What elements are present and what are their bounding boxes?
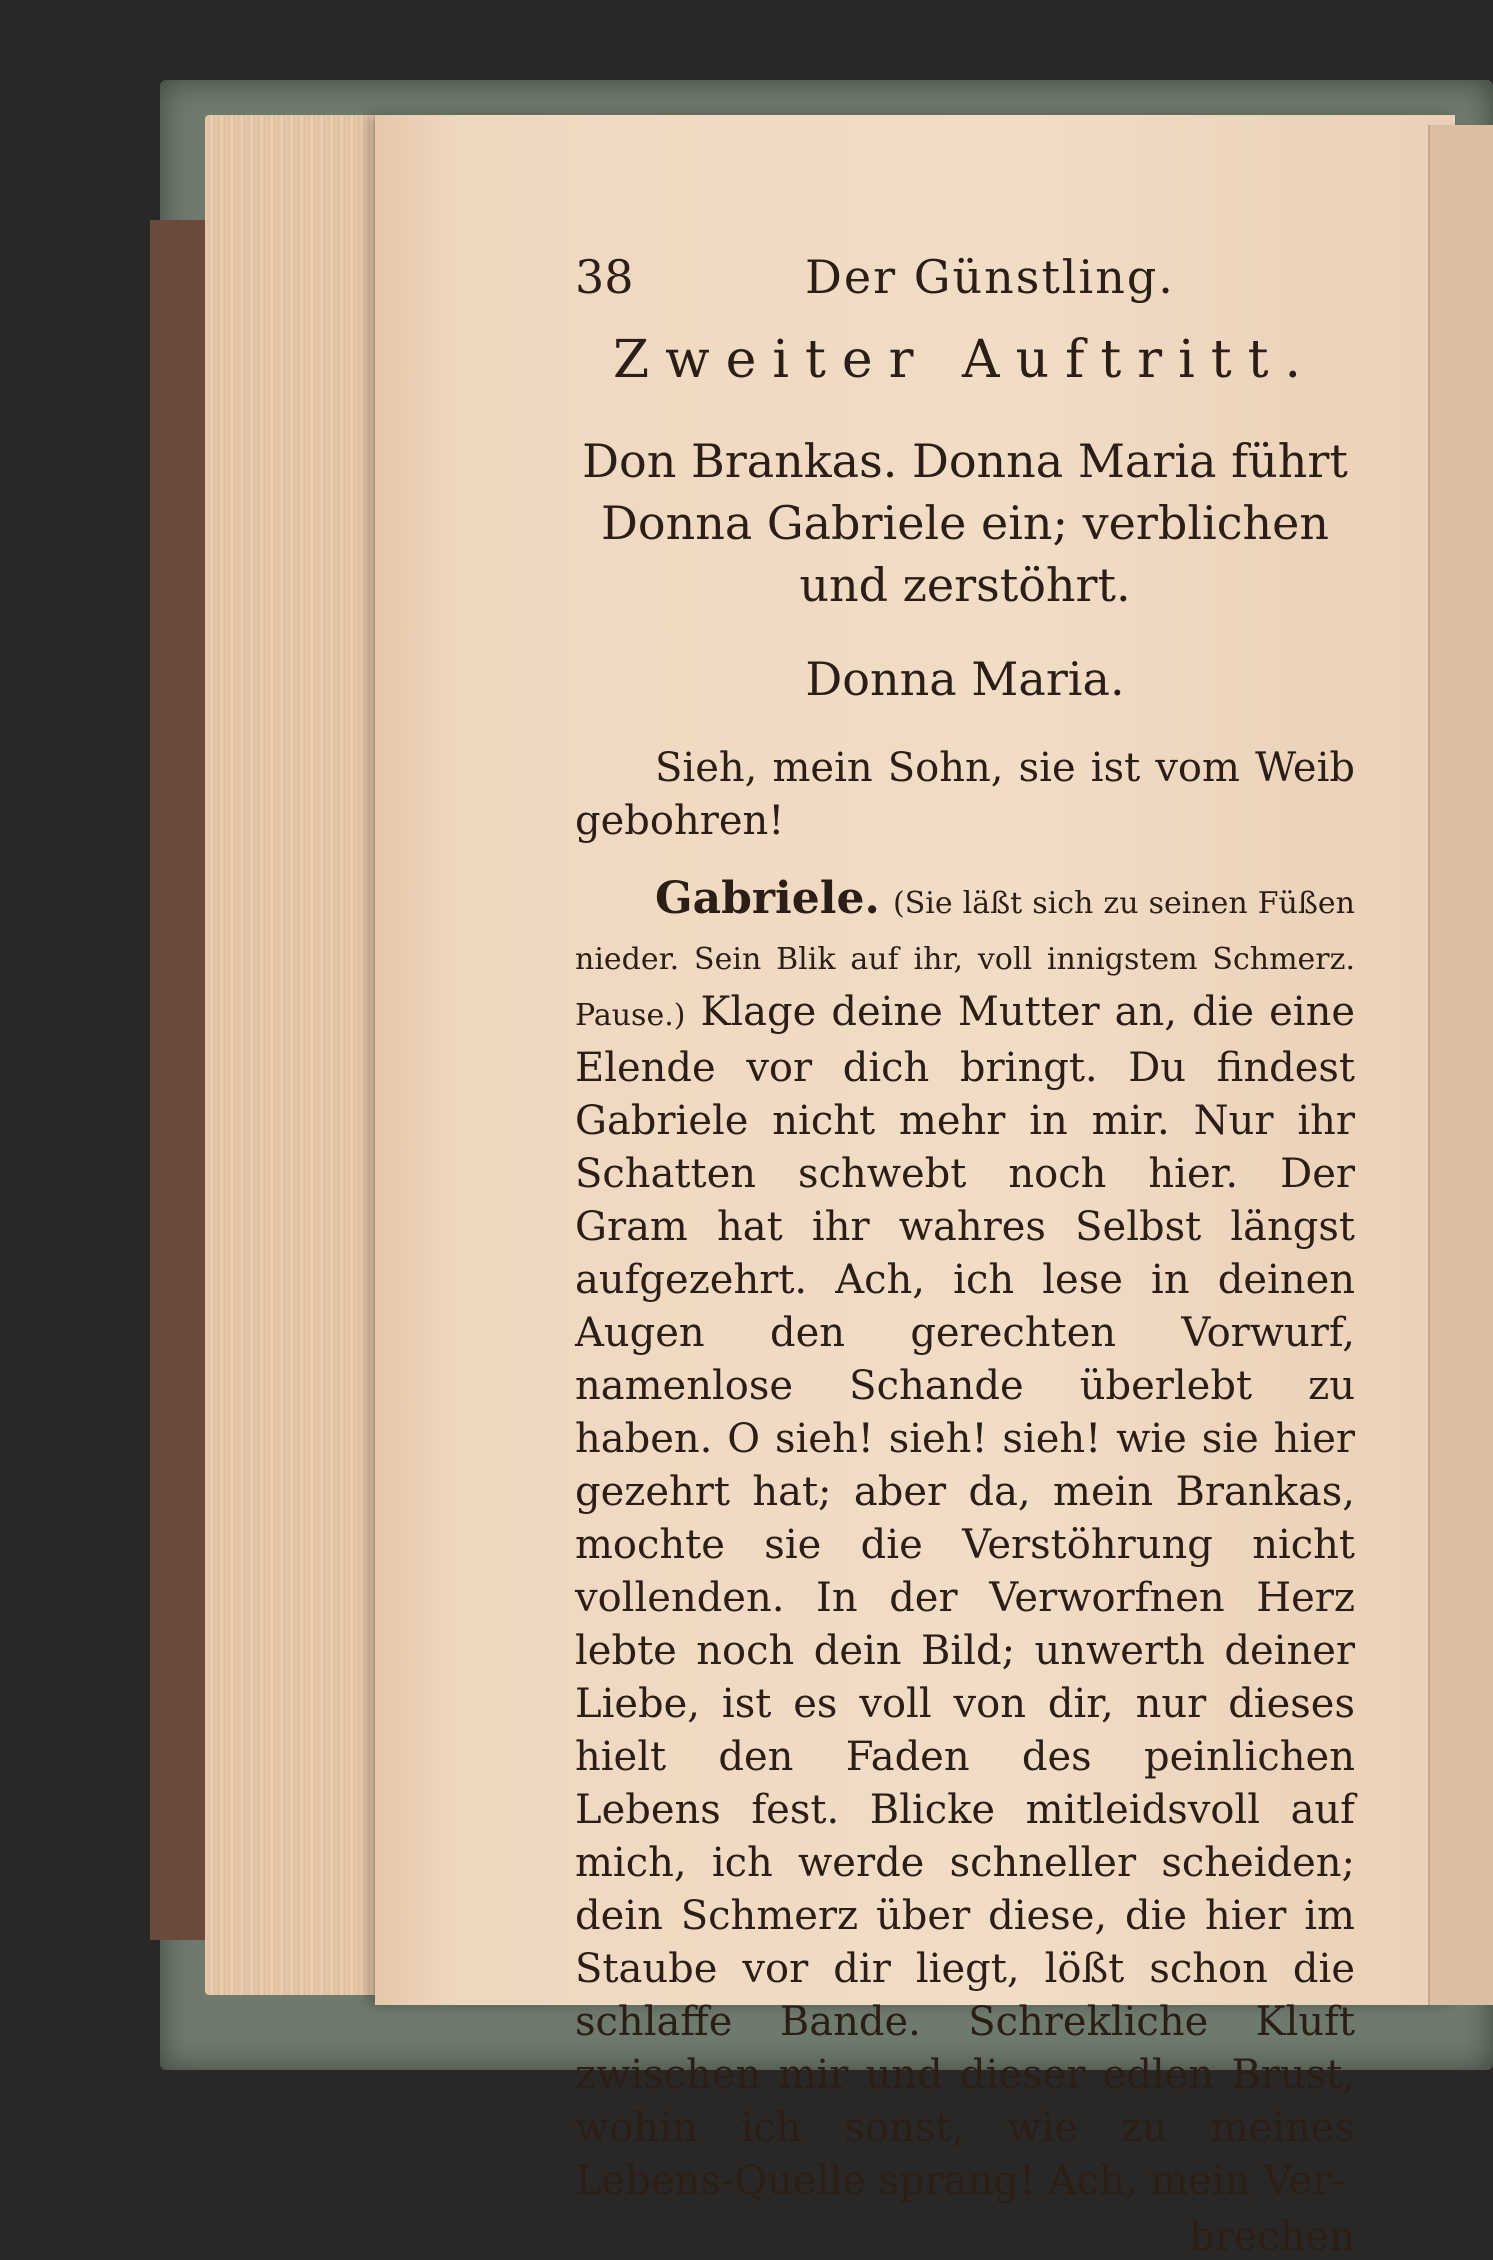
running-title: Der Günstling. xyxy=(805,250,1175,304)
speaker-gabriele: Gabriele. xyxy=(655,873,880,924)
next-page-edge xyxy=(1428,125,1493,2005)
catchword: brechen xyxy=(1189,2214,1355,2260)
running-head xyxy=(575,250,1355,320)
page-content xyxy=(575,250,1355,2260)
page-edges xyxy=(205,115,385,1995)
stage-direction: Don Brankas. Donna Maria führt Donna Gabriele ein; verblichen und zerstöhrt. xyxy=(582,434,1348,612)
speech-gabriele: Klage deine Mutter an, die eine Elende vor dich bringt. Du findest Gabriele nicht mehr in mir. Nur ihr Schatten schwebt noch hier. Der Gram hat ihr wahres Selbst längst aufgezehrt. Ach, ich lese in deinen Augen den gerechten Vorwurf, namenlose Schande überlebt zu haben. O sieh! sieh! sieh! wie sie hier gezehrt hat; aber da, mein Brankas, mochte sie die Verstöhrung nicht vollenden. In der Verworfnen Herz lebte noch dein Bild; unwerth deiner Liebe, ist es voll von dir, nur dieses hielt den Faden des peinlichen Lebens fest. Blicke mitleidsvoll auf mich, ich werde schneller scheiden; dein Schmerz über diese, die hier im Staube vor dir liegt, lößt schon die schlaffe Bande. Schrekliche Kluft zwischen mir und dieser edlen Brust, wohin ich sonst, wie zu meines Lebens-Quelle sprang! Ach, mein Ver- xyxy=(575,989,1355,2204)
stage-direction-gabriele: (Sie läßt sich zu seinen Füßen nieder. Sein Blik auf ihr, voll innigstem Schmerz. Pause.) xyxy=(575,886,1355,1033)
speaker-donna-maria: Donna Maria. xyxy=(805,652,1125,706)
scene-heading: Zweiter Auftritt. xyxy=(612,330,1318,390)
speech-gabriele-block xyxy=(575,872,1355,2208)
page-number: 38 xyxy=(575,250,634,304)
speech-donna-maria: Sieh, mein Sohn, sie ist vom Weib gebohren! xyxy=(575,745,1355,844)
